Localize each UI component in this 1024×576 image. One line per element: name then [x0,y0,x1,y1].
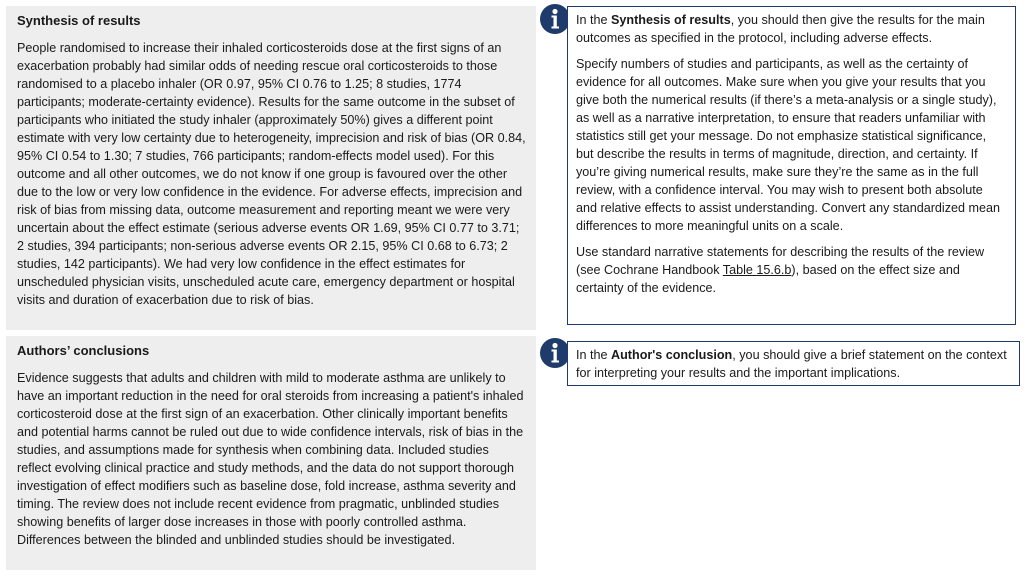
synthesis-heading: Synthesis of results [17,13,141,28]
handbook-table-link[interactable]: Table 15.6.b [722,263,792,277]
conclusions-body: Evidence suggests that adults and children with mild to moderate asthma are unlikely to have an important reduction in the need for oral steroids from increasing a patient's inhaled corticosteroid dose at the first sign of an exacerbation. Other clinically important benefits and potential harms cannot be ruled out due to wide confidence intervals, risk of bias in the studies, and assumptions made for synthesis when combining data. Included studies reflect evolving clinical practice and study methods, and the data do not support thorough investigation of effect modifiers such as baseline dose, fold increase, asthma severity and timing. The review does not include recent evidence from pragmatic, unblinded studies showing benefits of larger dose increases in those with poorly controlled asthma. Differences between the blinded and unblinded studies should be investigated. [17,371,524,547]
info-icon [540,4,570,34]
conclusion-guidance-note [567,341,1020,386]
conclusions-heading: Authors’ conclusions [17,343,150,358]
synthesis-body: People randomised to increase their inhaled corticosteroids dose at the first signs of an exacerbation probably had similar odds of needing rescue oral corticosteroids to those randomised to a placebo inhaler (OR 0.97, 95% CI 0.76 to 1.25; 8 studies, 1774 participants; moderate-certainty evidence). Results for the same outcome in the subset of participants who initiated the study inhaler (approximately 50%) gives a different point estimate with very low certainty due to heterogeneity, imprecision and risk of bias (OR 0.84, 95% CI 0.54 to 1.30; 7 studies, 766 participants; random-effects model used). For this outcome and all other outcomes, we do not know if one group is favoured over the other due to the low or very low confidence in the evidence. For adverse effects, imprecision and risk of bias from missing data, outcome measurement and reporting meant we were very uncertain about the effect estimate (serious adverse events OR 1.69, 95% CI 0.77 to 3.71; 2 studies, 394 participants; non-serious adverse events OR 2.15, 95% CI 0.68 to 6.73; 2 studies, 142 participants). We had very low confidence in the effect estimates for unscheduled physician visits, unscheduled acute care, emergency department or hospital visits and duration of exacerbation due to risk of bias. [17,41,526,307]
info-icon [540,338,570,368]
synthesis-guidance-intro: In the Synthesis of results, you should then give the results for the main outcomes as specified in the protocol, including adverse effects. [576,13,985,45]
synthesis-guidance-note [567,6,1016,325]
synthesis-guidance-narrative: Use standard narrative statements for describing the results of the review (see Cochrane Handbook Table 15.6.b), based on the effect size and certainty of the evidence. [576,245,985,295]
conclusions-panel [6,336,536,570]
synthesis-panel [6,6,536,330]
synthesis-guidance-detail: Specify numbers of studies and participants, as well as the certainty of evidence for all outcomes. Make sure when you give your results that you give both the numerical results (if there’s a meta-analysis or a single study), as well as a narrative interpretation, to ensure that readers unfamiliar with statistics still get your message. Do not emphasize statistical significance, but describe the results in terms of magnitude, direction, and certainty. If you’re giving numerical results, make sure they’re the same as in the full review, with a confidence interval. You may wish to present both absolute and relative effects to assist understanding. Convert any standardized mean differences to more meaningful units on a scale. [576,57,1001,233]
conclusion-guidance-text: In the Author's conclusion, you should give a brief statement on the context for interpreting your results and the important implications. [576,348,1007,380]
